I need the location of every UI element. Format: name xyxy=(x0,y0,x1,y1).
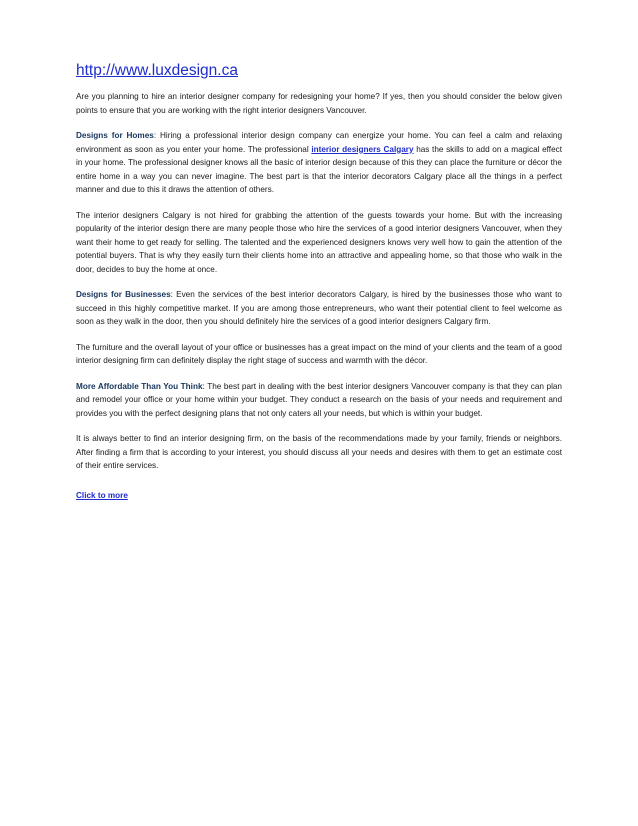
document-page xyxy=(76,62,562,503)
homes-heading: Designs for Homes xyxy=(76,131,154,140)
affordable-heading: More Affordable Than You Think xyxy=(76,381,203,391)
homes-text-before: : Hiring a professional interior design company can energize your home. You can feel a calm and relaxing environment as soon as you enter your home. The professional xyxy=(76,131,562,154)
recommendation-paragraph: It is always better to find an interior designing firm, on the basis of the recommendations made by your family, friends or neighbors. After finding a firm that is according to your interest, you should discuss all your needs and desires with them to get an estimate cost of their entire services. xyxy=(76,434,562,470)
businesses-heading: Designs for Businesses xyxy=(76,290,171,299)
affordable-text: : The best part in dealing with the best interior designers Vancouver company is that they can plan and remodel your office or your home within your budget. They conduct a research on the basis of your needs and requirement and provides you with the perfect designing plans that not only caters all your needs, but which is within your budget. xyxy=(76,381,562,418)
calgary-paragraph: The interior designers Calgary is not hired for grabbing the attention of the guests towards your home. But with the increasing popularity of the interior design there are many people those who hire the services of a good interior designers Vancouver, when they want their home to get ready for selling. The talented and the experienced designers knows very well how to gain the attention of the potential buyers. That is why they easily turn their clients home into an attractive and appealing home, so that those who walk in the door, decides to buy the home at once. xyxy=(76,210,562,274)
homes-text-after: has the skills to add on a magical effect in your home. The professional designer knows all the basic of interior design because of this they can place the furniture or décor the entire home in a way you can never imagine. The best part is that the interior decorators Calgary place all the things in a perfect manner and due to this it draws the attention of others. xyxy=(76,144,562,194)
click-to-more-link[interactable]: Click to more xyxy=(76,490,128,500)
affordable-paragraph xyxy=(76,380,562,421)
businesses-paragraph xyxy=(76,288,562,329)
homes-paragraph xyxy=(76,129,562,197)
site-url-link[interactable]: http://www.luxdesign.ca xyxy=(76,62,238,79)
furniture-paragraph: The furniture and the overall layout of your office or businesses has a great impact on the mind of your clients and the team of a good interior designing firm can definitely display the right stage of success and warmth with the décor. xyxy=(76,342,562,365)
interior-designers-calgary-link[interactable]: interior designers Calgary xyxy=(311,144,414,154)
intro-paragraph: Are you planning to hire an interior designer company for redesigning your home? If yes, then you should consider the below given points to ensure that you are working with the right interior designers Vancouver. xyxy=(76,92,562,115)
businesses-text: : Even the services of the best interior decorators Calgary, is hired by the businesses those who want to succeed in this highly competitive market. If you are among those entrepreneurs, who want their potential client to feel welcome as soon as they walk in the door, then you should definitely hire the services of a good interior designers Calgary firm. xyxy=(76,290,562,326)
